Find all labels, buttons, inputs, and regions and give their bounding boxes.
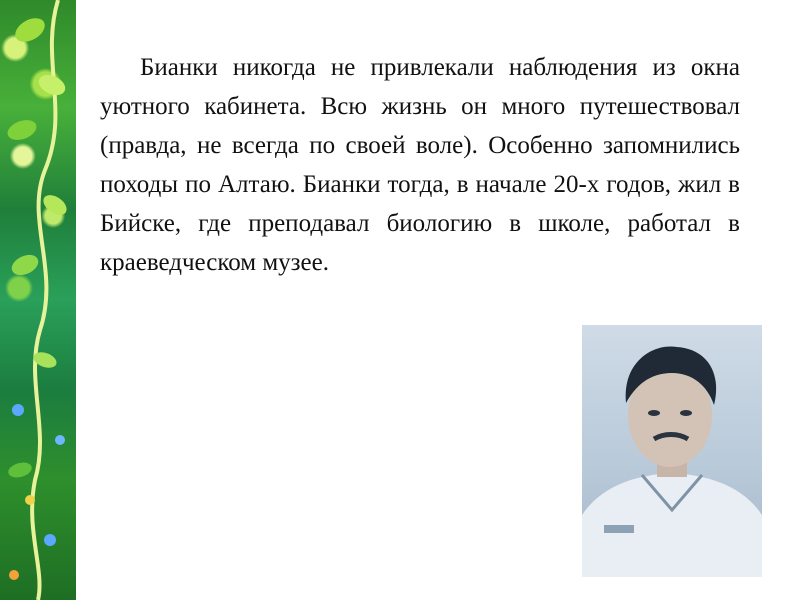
portrait-drawing [582,325,762,577]
blue-flower [44,534,56,546]
blue-flower [55,435,65,445]
yellow-flower [25,495,35,505]
leaf [9,251,42,279]
orange-flower [9,570,19,580]
slide-paragraph: Бианки никогда не привлекали наблюдения из окна уютного кабинета. Всю жизнь он много путешествовал (правда, не всегда по своей воле). Особенно запомнились походы по Алтаю. Бианки тогда, в начале 20-х годов, жил в Бийске, где преподавал биологию в школе, работал в краеведческом музее. [100,54,740,276]
leaf [11,13,49,46]
shirt-pocket [604,525,634,533]
eye [680,410,692,416]
leaf [7,460,34,480]
leaf [5,116,39,143]
eye [648,410,660,416]
leaf [40,191,70,219]
portrait-photo-icon [582,325,762,577]
blue-flower [12,404,24,416]
foliage-vine-icon [0,0,76,600]
foliage-vine-drawing [0,0,76,600]
